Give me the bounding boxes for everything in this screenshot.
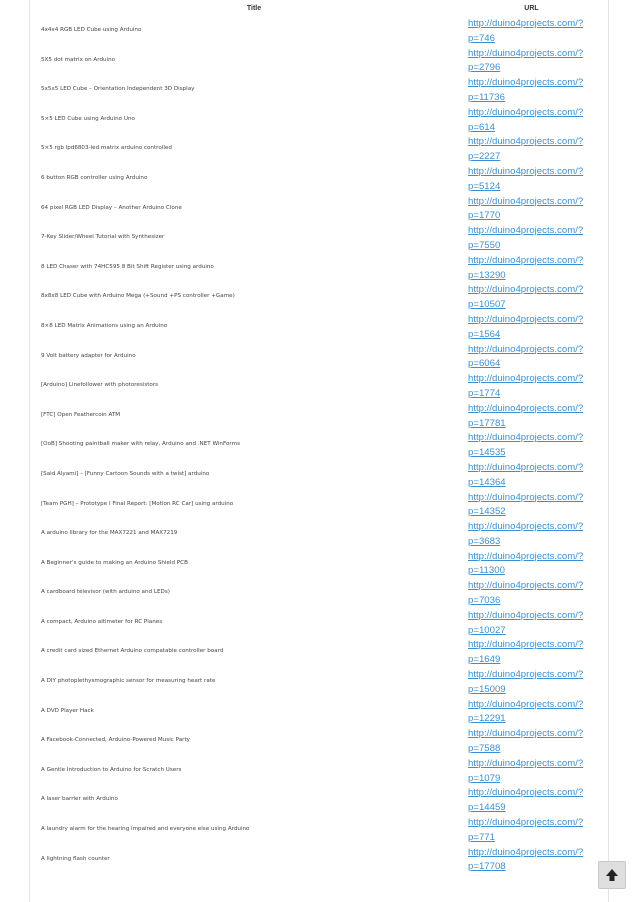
table-row	[29, 697, 609, 727]
row-url-link[interactable]	[468, 698, 588, 728]
row-url-link[interactable]	[468, 579, 588, 609]
url-line-2: p=7588	[468, 743, 501, 755]
row-url-link[interactable]	[468, 224, 588, 254]
url-line-2: p=2796	[468, 62, 501, 74]
row-title: A compact, Arduino altimeter for RC Planes	[41, 618, 163, 625]
row-url-link[interactable]	[468, 757, 588, 787]
url-line-2: p=1564	[468, 328, 501, 340]
url-line-2: p=1774	[468, 387, 501, 399]
row-title: [Arduino] Linefollower with photoresistors	[41, 382, 159, 389]
row-title: 8x8x8 LED Cube with Arduino Mega (+Sound +PS controller +Game)	[41, 293, 235, 300]
table-row	[29, 16, 609, 46]
row-url-link[interactable]	[468, 343, 588, 373]
arrow-up-icon	[605, 868, 619, 882]
row-url-link[interactable]	[468, 638, 588, 668]
url-line-2: p=1770	[468, 210, 501, 222]
scroll-to-top-button[interactable]	[598, 861, 626, 889]
row-url-link[interactable]	[468, 283, 588, 313]
row-url-link[interactable]	[468, 313, 588, 343]
row-url-link[interactable]	[468, 47, 588, 77]
row-title: A DVD Player Hack	[41, 707, 94, 714]
url-line-2: p=10027	[468, 624, 506, 636]
table-row	[29, 549, 609, 579]
row-title: [Team PGH] – Prototype I Final Report: [Motion RC Car] using arduino	[41, 500, 234, 507]
url-line-2: p=14459	[468, 802, 506, 814]
url-line-1: http://duino4projects.com/?	[468, 698, 584, 710]
url-line-1: http://duino4projects.com/?	[468, 846, 584, 858]
url-line-1: http://duino4projects.com/?	[468, 254, 584, 266]
table-row	[29, 164, 609, 194]
url-line-2: p=14352	[468, 506, 506, 518]
row-title: A lightning flash counter	[41, 855, 110, 862]
row-url-link[interactable]	[468, 135, 588, 165]
url-line-1: http://duino4projects.com/?	[468, 373, 584, 385]
url-line-2: p=1649	[468, 654, 501, 666]
table-row	[29, 490, 609, 520]
table-row	[29, 578, 609, 608]
row-title: 5x5x5 LED Cube – Orientation Independent 3D Display	[41, 86, 195, 93]
table-row	[29, 815, 609, 845]
url-line-2: p=7550	[468, 239, 501, 251]
row-url-link[interactable]	[468, 786, 588, 816]
url-line-1: http://duino4projects.com/?	[468, 136, 584, 148]
row-title: A laundry alarm for the hearing impaired and everyone else using Arduino	[41, 826, 250, 833]
url-line-1: http://duino4projects.com/?	[468, 77, 584, 89]
url-line-1: http://duino4projects.com/?	[468, 521, 584, 533]
row-url-link[interactable]	[468, 195, 588, 225]
column-header-url: URL	[524, 5, 539, 12]
url-line-2: p=11736	[468, 91, 505, 103]
row-url-link[interactable]	[468, 846, 588, 876]
table-row	[29, 430, 609, 460]
url-line-2: p=14535	[468, 447, 506, 459]
row-title: A cardboard televisor (with arduino and LEDs)	[41, 589, 170, 596]
url-line-2: p=13290	[468, 269, 506, 281]
row-url-link[interactable]	[468, 491, 588, 521]
url-line-1: http://duino4projects.com/?	[468, 402, 584, 414]
row-url-link[interactable]	[468, 431, 588, 461]
url-line-1: http://duino4projects.com/?	[468, 106, 584, 118]
row-url-link[interactable]	[468, 372, 588, 402]
row-title: 9 Volt battery adapter for Arduino	[41, 352, 136, 359]
url-line-2: p=12291	[468, 713, 506, 725]
table-row	[29, 312, 609, 342]
row-url-link[interactable]	[468, 609, 588, 639]
row-url-link[interactable]	[468, 727, 588, 757]
url-line-1: http://duino4projects.com/?	[468, 787, 584, 799]
row-title: A arduino library for the MAX7221 and MAX7219	[41, 530, 178, 537]
url-line-2: p=14364	[468, 476, 506, 488]
table-row	[29, 401, 609, 431]
url-line-2: p=17781	[468, 417, 506, 429]
url-line-2: p=2227	[468, 151, 501, 163]
url-line-2: p=11300	[468, 565, 505, 577]
url-line-2: p=746	[468, 32, 495, 44]
url-line-2: p=15009	[468, 683, 506, 695]
row-title: A Gentle Introduction to Arduino for Scratch Users	[41, 766, 182, 773]
url-line-2: p=5124	[468, 180, 501, 192]
url-line-1: http://duino4projects.com/?	[468, 728, 584, 740]
row-title: 5X5 dot matrix on Arduino	[41, 56, 116, 63]
row-title: A Beginner’s guide to making an Arduino Shield PCB	[41, 559, 188, 566]
table-row	[29, 667, 609, 697]
url-line-1: http://duino4projects.com/?	[468, 609, 584, 621]
row-url-link[interactable]	[468, 550, 588, 580]
row-url-link[interactable]	[468, 76, 588, 106]
table-row	[29, 371, 609, 401]
table-row	[29, 637, 609, 667]
row-url-link[interactable]	[468, 668, 588, 698]
url-line-2: p=17708	[468, 861, 506, 873]
row-title: A laser barrier with Arduino	[41, 796, 118, 803]
row-title: [FTC] Open Feathercoin ATM	[41, 411, 121, 418]
row-title: 7-Key Slider/Wheel Tutorial with Synthesizer	[41, 234, 165, 241]
row-url-link[interactable]	[468, 461, 588, 491]
row-title: 6 button RGB controller using Arduino	[41, 174, 148, 181]
table-row	[29, 460, 609, 490]
url-line-2: p=614	[468, 121, 495, 133]
row-title: 8 LED Chaser with 74HC595 8 Bit Shift Register using arduino	[41, 263, 214, 270]
url-line-2: p=771	[468, 831, 495, 843]
url-line-2: p=3683	[468, 535, 501, 547]
row-url-link[interactable]	[468, 106, 588, 136]
table-row	[29, 105, 609, 135]
row-title: 5×5 rgb lpd6803-led matrix arduino controlled	[41, 145, 172, 152]
url-line-2: p=1079	[468, 772, 501, 784]
row-title: A credit card sized Ethernet Arduino compatable controller board	[41, 648, 224, 655]
row-url-link[interactable]	[468, 402, 588, 432]
row-title: A Facebook-Connected, Arduino-Powered Music Party	[41, 737, 190, 744]
table-row	[29, 253, 609, 283]
row-title: A DIY photoplethysmographic sensor for measuring heart rate	[41, 678, 216, 685]
table-row	[29, 194, 609, 224]
row-url-link[interactable]	[468, 17, 588, 47]
table-row	[29, 519, 609, 549]
url-line-1: http://duino4projects.com/?	[468, 165, 584, 177]
table-row	[29, 785, 609, 815]
url-line-1: http://duino4projects.com/?	[468, 461, 584, 473]
row-url-link[interactable]	[468, 520, 588, 550]
url-line-1: http://duino4projects.com/?	[468, 817, 584, 829]
row-url-link[interactable]	[468, 165, 588, 195]
row-title: 8×8 LED Matrix Animations using an Arduino	[41, 322, 168, 329]
column-header-title: Title	[246, 5, 262, 12]
row-title: 5×5 LED Cube using Arduino Uno	[41, 115, 135, 122]
row-title: [Said Alyami] – [Funny Cartoon Sounds with a twist] arduino	[41, 470, 210, 477]
url-line-1: http://duino4projects.com/?	[468, 669, 584, 681]
url-line-2: p=7036	[468, 595, 501, 607]
url-line-2: p=10507	[468, 299, 506, 311]
table-row	[29, 46, 609, 76]
table-row	[29, 134, 609, 164]
url-line-1: http://duino4projects.com/?	[468, 432, 584, 444]
url-line-1: http://duino4projects.com/?	[468, 491, 584, 503]
table-row	[29, 223, 609, 253]
table-row	[29, 342, 609, 372]
table-row	[29, 726, 609, 756]
row-title: 4x4x4 RGB LED Cube using Arduino	[41, 27, 142, 33]
row-url-link[interactable]	[468, 816, 588, 846]
url-line-2: p=6064	[468, 358, 501, 370]
url-line-1: http://duino4projects.com/?	[468, 195, 584, 207]
url-line-1: http://duino4projects.com/?	[468, 225, 584, 237]
table-row	[29, 845, 609, 875]
url-line-1: http://duino4projects.com/?	[468, 550, 584, 562]
table-row	[29, 756, 609, 786]
table-row	[29, 75, 609, 105]
url-line-1: http://duino4projects.com/?	[468, 757, 584, 769]
row-title: 64 pixel RGB LED Display – Another Arduino Clone	[41, 204, 182, 211]
table-body	[29, 16, 609, 874]
row-title: [OoB] Shooting paintball maker with relay, Arduino and .NET WinForms	[41, 441, 240, 448]
url-line-1: http://duino4projects.com/?	[468, 47, 584, 59]
url-line-1: http://duino4projects.com/?	[468, 18, 584, 29]
url-line-1: http://duino4projects.com/?	[468, 313, 584, 325]
url-line-1: http://duino4projects.com/?	[468, 580, 584, 592]
url-line-1: http://duino4projects.com/?	[468, 284, 584, 296]
url-line-1: http://duino4projects.com/?	[468, 343, 584, 355]
row-url-link[interactable]	[468, 254, 588, 284]
table-row	[29, 282, 609, 312]
table-row	[29, 608, 609, 638]
url-line-1: http://duino4projects.com/?	[468, 639, 584, 651]
